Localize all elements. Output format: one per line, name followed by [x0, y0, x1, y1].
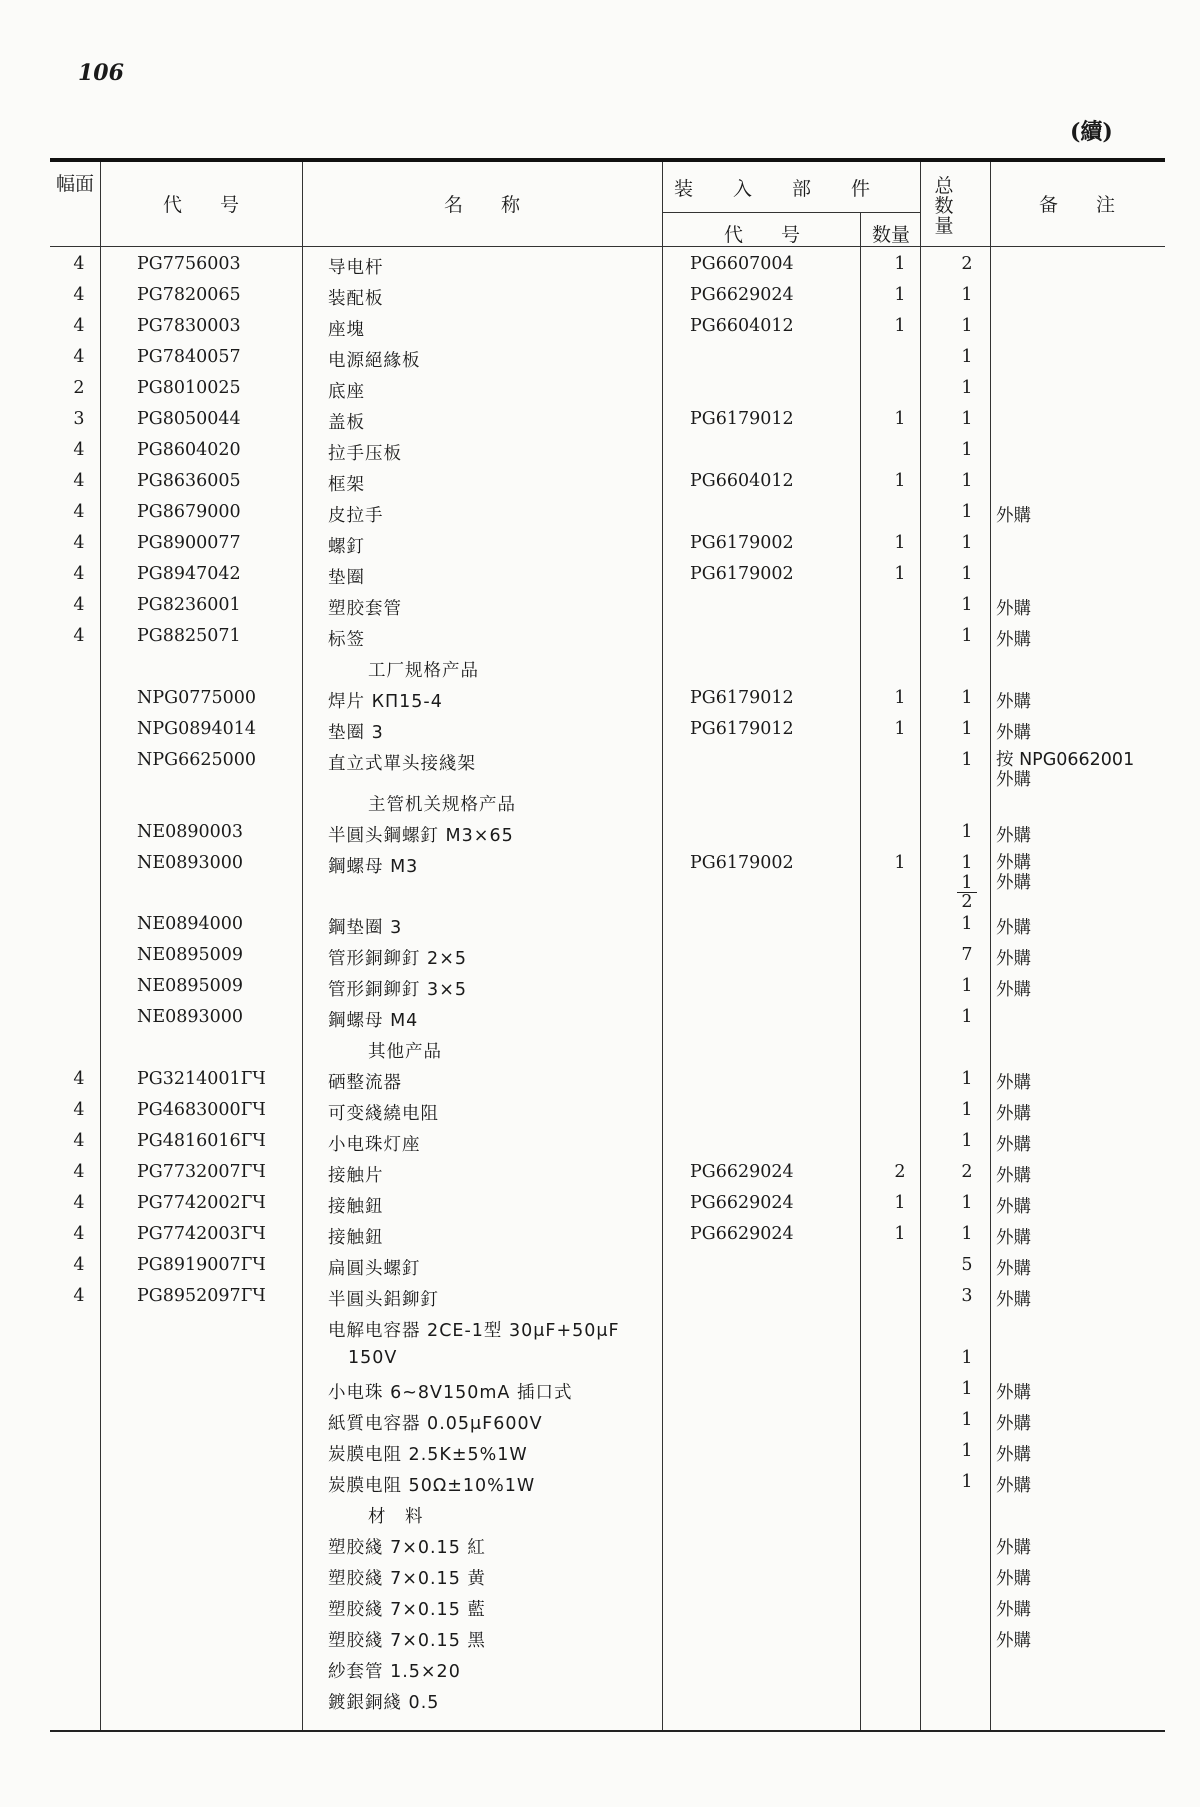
- cell-code: PG7840057: [137, 347, 241, 367]
- cell-note-line: 外購: [996, 853, 1031, 873]
- table-row: [50, 374, 1165, 405]
- table-row: [50, 1406, 1165, 1437]
- cell-code: PG8010025: [137, 378, 241, 398]
- cell-total: 1: [961, 1007, 973, 1027]
- cell-name: 盖板: [328, 413, 365, 433]
- cell-sheet: 4: [73, 471, 85, 491]
- cell-note: 外購: [996, 1569, 1031, 1589]
- cell-sheet: 4: [73, 533, 85, 553]
- cell-code: NE0895009: [137, 945, 244, 965]
- table-row: [50, 1654, 1165, 1685]
- table-row: [50, 746, 1165, 790]
- cell-total: 1: [961, 440, 973, 460]
- cell-note: 外購: [996, 1631, 1031, 1651]
- table-row: [50, 1313, 1165, 1344]
- cell-total: 1: [961, 502, 973, 522]
- cell-total: 1: [961, 316, 973, 336]
- cell-sheet: 4: [73, 564, 85, 584]
- cell-sheet: 4: [73, 347, 85, 367]
- page-number: 106: [78, 60, 124, 86]
- cell-note: 外購: [996, 1476, 1031, 1496]
- section-heading: 主管机关规格产品: [368, 795, 516, 815]
- cell-note-line: 按 NPG0662001: [996, 750, 1135, 770]
- cell-code: PG7742003ГЧ: [137, 1224, 266, 1244]
- cell-code: PG8919007ГЧ: [137, 1255, 266, 1275]
- cell-name: 拉手压板: [328, 444, 402, 464]
- cell-code: PG8952097ГЧ: [137, 1286, 266, 1306]
- cell-total: 1: [961, 976, 973, 996]
- cell-code: PG8825071: [137, 626, 241, 646]
- cell-sheet: 4: [73, 1162, 85, 1182]
- cell-part-qty: 1: [894, 533, 906, 553]
- table-row: [50, 1220, 1165, 1251]
- cell-sheet: 4: [73, 440, 85, 460]
- cell-code: PG3214001ГЧ: [137, 1069, 266, 1089]
- cell-part-qty: 1: [894, 719, 906, 739]
- table-row: [50, 529, 1165, 560]
- cell-part-qty: 1: [894, 853, 906, 873]
- cell-total: 1: [961, 822, 973, 842]
- cell-part-qty: 1: [894, 1193, 906, 1213]
- table-row: [50, 684, 1165, 715]
- cell-total-value: 1: [961, 853, 973, 873]
- table-row: [50, 1375, 1165, 1406]
- cell-code: PG7830003: [137, 316, 241, 336]
- cell-code: PG7820065: [137, 285, 241, 305]
- cell-code: NE0890003: [137, 822, 244, 842]
- cell-note: 外購: [996, 1600, 1031, 1620]
- table-row: [50, 1623, 1165, 1654]
- cell-note: 外購: [996, 1290, 1031, 1310]
- continued-label: (續): [1070, 119, 1113, 145]
- cell-total: 5: [961, 1255, 973, 1275]
- cell-total: 1: [961, 1348, 973, 1368]
- cell-code: PG7756003: [137, 254, 241, 274]
- cell-code: PG4683000ГЧ: [137, 1100, 266, 1120]
- cell-note: 外購: [996, 1383, 1031, 1403]
- cell-name: 塑胶綫 7×0.15 黄: [328, 1569, 486, 1589]
- table-row: [50, 312, 1165, 343]
- cell-sheet: 3: [73, 409, 85, 429]
- cell-name: 电解电容器 2CE-1型 30μF+50μF: [328, 1321, 620, 1341]
- cell-part-code: PG6629024: [690, 285, 794, 305]
- cell-part-qty: 1: [894, 471, 906, 491]
- section-heading: 其他产品: [368, 1042, 442, 1062]
- table-row: [50, 343, 1165, 374]
- cell-part-code: PG6629024: [690, 1193, 794, 1213]
- cell-part-qty: 1: [894, 316, 906, 336]
- table-row: [50, 436, 1165, 467]
- cell-note: 外購: [996, 506, 1031, 526]
- cell-name: 鋼螺母 M4: [328, 1011, 419, 1031]
- cell-name: 框架: [328, 475, 365, 495]
- header-note: 备 注: [1038, 194, 1115, 216]
- cell-total: 1: [961, 688, 973, 708]
- cell-total: 1: [961, 1472, 973, 1492]
- cell-code: PG8604020: [137, 440, 241, 460]
- cell-sheet: 4: [73, 1100, 85, 1120]
- cell-code: PG8636005: [137, 471, 241, 491]
- section-heading-row: [50, 787, 1165, 818]
- cell-note: 外購: [996, 692, 1031, 712]
- cell-note: 外購: [996, 599, 1031, 619]
- parts-table: [50, 158, 1165, 1732]
- table-row: [50, 910, 1165, 941]
- table-row: [50, 1127, 1165, 1158]
- table-row: [50, 941, 1165, 972]
- cell-name: 导电杆: [328, 258, 384, 278]
- table-row: [50, 1189, 1165, 1220]
- table-row: [50, 1003, 1165, 1034]
- cell-name: 半圓头鋁鉚釘: [328, 1290, 439, 1310]
- table-row: [50, 849, 1165, 912]
- cell-name: 150V: [348, 1348, 398, 1368]
- cell-name: 接触鈕: [328, 1197, 384, 1217]
- cell-note: 外購: [996, 949, 1031, 969]
- cell-note: 外購: [996, 1445, 1031, 1465]
- fraction-denominator: 2: [961, 892, 973, 912]
- table-row: [50, 467, 1165, 498]
- cell-note: [996, 750, 1134, 790]
- cell-part-code: PG6607004: [690, 254, 794, 274]
- section-heading-row: [50, 653, 1165, 684]
- cell-note: 外購: [996, 1259, 1031, 1279]
- cell-sheet: 4: [73, 1131, 85, 1151]
- cell-name: 电源絕緣板: [328, 351, 421, 371]
- cell-note: 外購: [996, 1228, 1031, 1248]
- cell-total: 1: [961, 1441, 973, 1461]
- cell-code: NPG0894014: [137, 719, 257, 739]
- cell-part-code: PG6604012: [690, 316, 794, 336]
- table-row: [50, 1437, 1165, 1468]
- table-row: [50, 1685, 1165, 1716]
- cell-name: 扁圓头螺釘: [328, 1259, 421, 1279]
- cell-name: 鋼螺母 M3: [328, 857, 419, 877]
- cell-name: 鍍銀銅綫 0.5: [328, 1693, 440, 1713]
- cell-name: 炭膜电阻 2.5K±5%1W: [328, 1445, 528, 1465]
- cell-note: 外購: [996, 1166, 1031, 1186]
- cell-part-code: PG6629024: [690, 1224, 794, 1244]
- cell-note: 外購: [996, 1197, 1031, 1217]
- cell-total: 2: [961, 254, 973, 274]
- table-row: [50, 1592, 1165, 1623]
- cell-name: 焊片 КП15-4: [328, 692, 443, 712]
- cell-sheet: 4: [73, 1224, 85, 1244]
- cell-code: NPG6625000: [137, 750, 257, 770]
- table-row: [50, 1468, 1165, 1499]
- cell-part-qty: 2: [894, 1162, 906, 1182]
- table-row: [50, 818, 1165, 849]
- cell-total: 1: [961, 1100, 973, 1120]
- table-row: [50, 1282, 1165, 1313]
- cell-name: 塑胶套管: [328, 599, 402, 619]
- section-heading: 工厂规格产品: [368, 661, 479, 681]
- table-row: [50, 281, 1165, 312]
- cell-sheet: 4: [73, 1069, 85, 1089]
- cell-total: 1: [961, 1410, 973, 1430]
- cell-name: 半圓头鋼螺釘 M3×65: [328, 826, 514, 846]
- cell-part-qty: 1: [894, 564, 906, 584]
- cell-name: 座塊: [328, 320, 365, 340]
- cell-total: 1: [961, 564, 973, 584]
- cell-part-code: PG6179012: [690, 688, 794, 708]
- cell-name: 螺釘: [328, 537, 365, 557]
- cell-part-qty: 1: [894, 1224, 906, 1244]
- header-part: 装入部件: [673, 178, 910, 200]
- cell-sheet: 4: [73, 1193, 85, 1213]
- table-row: [50, 560, 1165, 591]
- cell-name: 塑胶綫 7×0.15 黑: [328, 1631, 486, 1651]
- cell-name: 底座: [328, 382, 365, 402]
- cell-code: PG8050044: [137, 409, 241, 429]
- cell-sheet: 4: [73, 316, 85, 336]
- cell-total: 1: [961, 719, 973, 739]
- cell-part-code: PG6629024: [690, 1162, 794, 1182]
- cell-name: 小电珠 6~8V150mA 插口式: [328, 1383, 573, 1403]
- cell-note: 外購: [996, 980, 1031, 1000]
- cell-name: 接触片: [328, 1166, 384, 1186]
- cell-sheet: 4: [73, 1286, 85, 1306]
- cell-code: PG8679000: [137, 502, 241, 522]
- cell-total: 2: [961, 1162, 973, 1182]
- cell-name: 管形銅鉚釘 2×5: [328, 949, 467, 969]
- table-row: [50, 591, 1165, 622]
- cell-part-code: PG6179002: [690, 533, 794, 553]
- cell-sheet: 4: [73, 595, 85, 615]
- cell-code: PG8236001: [137, 595, 241, 615]
- cell-sheet: 4: [73, 502, 85, 522]
- header-total: 总数量: [934, 175, 954, 237]
- cell-total: 1: [961, 347, 973, 367]
- cell-sheet: 2: [73, 378, 85, 398]
- section-heading-row: [50, 1499, 1165, 1530]
- cell-sheet: 4: [73, 254, 85, 274]
- section-heading-row: [50, 1034, 1165, 1065]
- table-row: [50, 622, 1165, 653]
- header-code: 代 号: [162, 194, 239, 216]
- cell-total: 3: [961, 1286, 973, 1306]
- table-row: [50, 1344, 1165, 1375]
- cell-note: 外購: [996, 630, 1031, 650]
- cell-note: [996, 853, 1031, 893]
- table-row: [50, 498, 1165, 529]
- cell-code: NE0894000: [137, 914, 244, 934]
- cell-part-code: PG6179002: [690, 564, 794, 584]
- cell-name: 皮拉手: [328, 506, 384, 526]
- cell-part-code: PG6179012: [690, 719, 794, 739]
- table-row: [50, 1530, 1165, 1561]
- cell-note: 外購: [996, 723, 1031, 743]
- table-row: [50, 250, 1165, 281]
- cell-part-qty: 1: [894, 285, 906, 305]
- cell-note: 外購: [996, 1414, 1031, 1434]
- cell-code: PG8900077: [137, 533, 241, 553]
- cell-part-code: PG6179002: [690, 853, 794, 873]
- header-part-qty: 数量: [871, 224, 910, 246]
- cell-total: 1: [961, 1131, 973, 1151]
- cell-note: 外購: [996, 918, 1031, 938]
- cell-name: 装配板: [328, 289, 384, 309]
- cell-code: PG4816016ГЧ: [137, 1131, 266, 1151]
- header-name: 名 称: [443, 194, 520, 216]
- table-row: [50, 1158, 1165, 1189]
- cell-name: 小电珠灯座: [328, 1135, 421, 1155]
- table-row: [50, 1096, 1165, 1127]
- cell-note: 外購: [996, 1135, 1031, 1155]
- cell-code: NPG0775000: [137, 688, 257, 708]
- cell-note: 外購: [996, 826, 1031, 846]
- table-row: [50, 1251, 1165, 1282]
- cell-name: 可变綫繞电阻: [328, 1104, 439, 1124]
- cell-sheet: 4: [73, 1255, 85, 1275]
- cell-sheet: 4: [73, 285, 85, 305]
- cell-part-qty: 1: [894, 254, 906, 274]
- fraction-numerator: 1: [961, 873, 973, 893]
- cell-name: 标签: [328, 630, 365, 650]
- cell-note-line: 外購: [996, 873, 1031, 893]
- cell-name: 垫圈 3: [328, 723, 384, 743]
- cell-note: 外購: [996, 1538, 1031, 1558]
- cell-total: 1: [961, 626, 973, 646]
- cell-total: 1: [961, 1224, 973, 1244]
- cell-total: 1: [961, 914, 973, 934]
- cell-total: 1: [961, 285, 973, 305]
- cell-total: 1: [961, 1193, 973, 1213]
- cell-total: 1: [961, 1379, 973, 1399]
- cell-name: 垫圈: [328, 568, 365, 588]
- table-row: [50, 972, 1165, 1003]
- cell-part-code: PG6179012: [690, 409, 794, 429]
- cell-part-code: PG6604012: [690, 471, 794, 491]
- header-part-code: 代 号: [723, 224, 800, 246]
- section-heading: 材 料: [368, 1507, 424, 1527]
- cell-name: 硒整流器: [328, 1073, 402, 1093]
- cell-total: 1: [961, 1069, 973, 1089]
- cell-note: 外購: [996, 1104, 1031, 1124]
- cell-code: NE0895009: [137, 976, 244, 996]
- table-row: [50, 405, 1165, 436]
- cell-note: 外購: [996, 1073, 1031, 1093]
- cell-name: 管形銅鉚釘 3×5: [328, 980, 467, 1000]
- cell-part-qty: 1: [894, 688, 906, 708]
- cell-total: 1: [961, 533, 973, 553]
- cell-name: 紗套管 1.5×20: [328, 1662, 461, 1682]
- cell-name: 鋼垫圈 3: [328, 918, 403, 938]
- cell-name: 直立式單头接綫架: [328, 754, 476, 774]
- cell-total: [950, 853, 984, 911]
- table-row: [50, 1065, 1165, 1096]
- cell-code: NE0893000: [137, 853, 244, 873]
- cell-name: 紙質电容器 0.05μF600V: [328, 1414, 543, 1434]
- cell-code: PG7742002ГЧ: [137, 1193, 266, 1213]
- cell-name: 接触鈕: [328, 1228, 384, 1248]
- cell-total: 1: [961, 471, 973, 491]
- cell-total: 1: [961, 378, 973, 398]
- cell-total: 1: [961, 750, 973, 770]
- table-row: [50, 1561, 1165, 1592]
- cell-sheet: 4: [73, 626, 85, 646]
- table-row: [50, 715, 1165, 746]
- cell-part-qty: 1: [894, 409, 906, 429]
- cell-code: NE0893000: [137, 1007, 244, 1027]
- cell-name: 塑胶綫 7×0.15 紅: [328, 1538, 486, 1558]
- cell-total: 7: [961, 945, 973, 965]
- cell-total: 1: [961, 409, 973, 429]
- cell-total-fraction: [957, 874, 977, 911]
- cell-total: 1: [961, 595, 973, 615]
- cell-code: PG8947042: [137, 564, 241, 584]
- header-sheet: 幅面: [55, 173, 94, 195]
- cell-note-line: 外購: [996, 770, 1031, 790]
- cell-name: 炭膜电阻 50Ω±10%1W: [328, 1476, 536, 1496]
- cell-code: PG7732007ГЧ: [137, 1162, 266, 1182]
- cell-name: 塑胶綫 7×0.15 藍: [328, 1600, 486, 1620]
